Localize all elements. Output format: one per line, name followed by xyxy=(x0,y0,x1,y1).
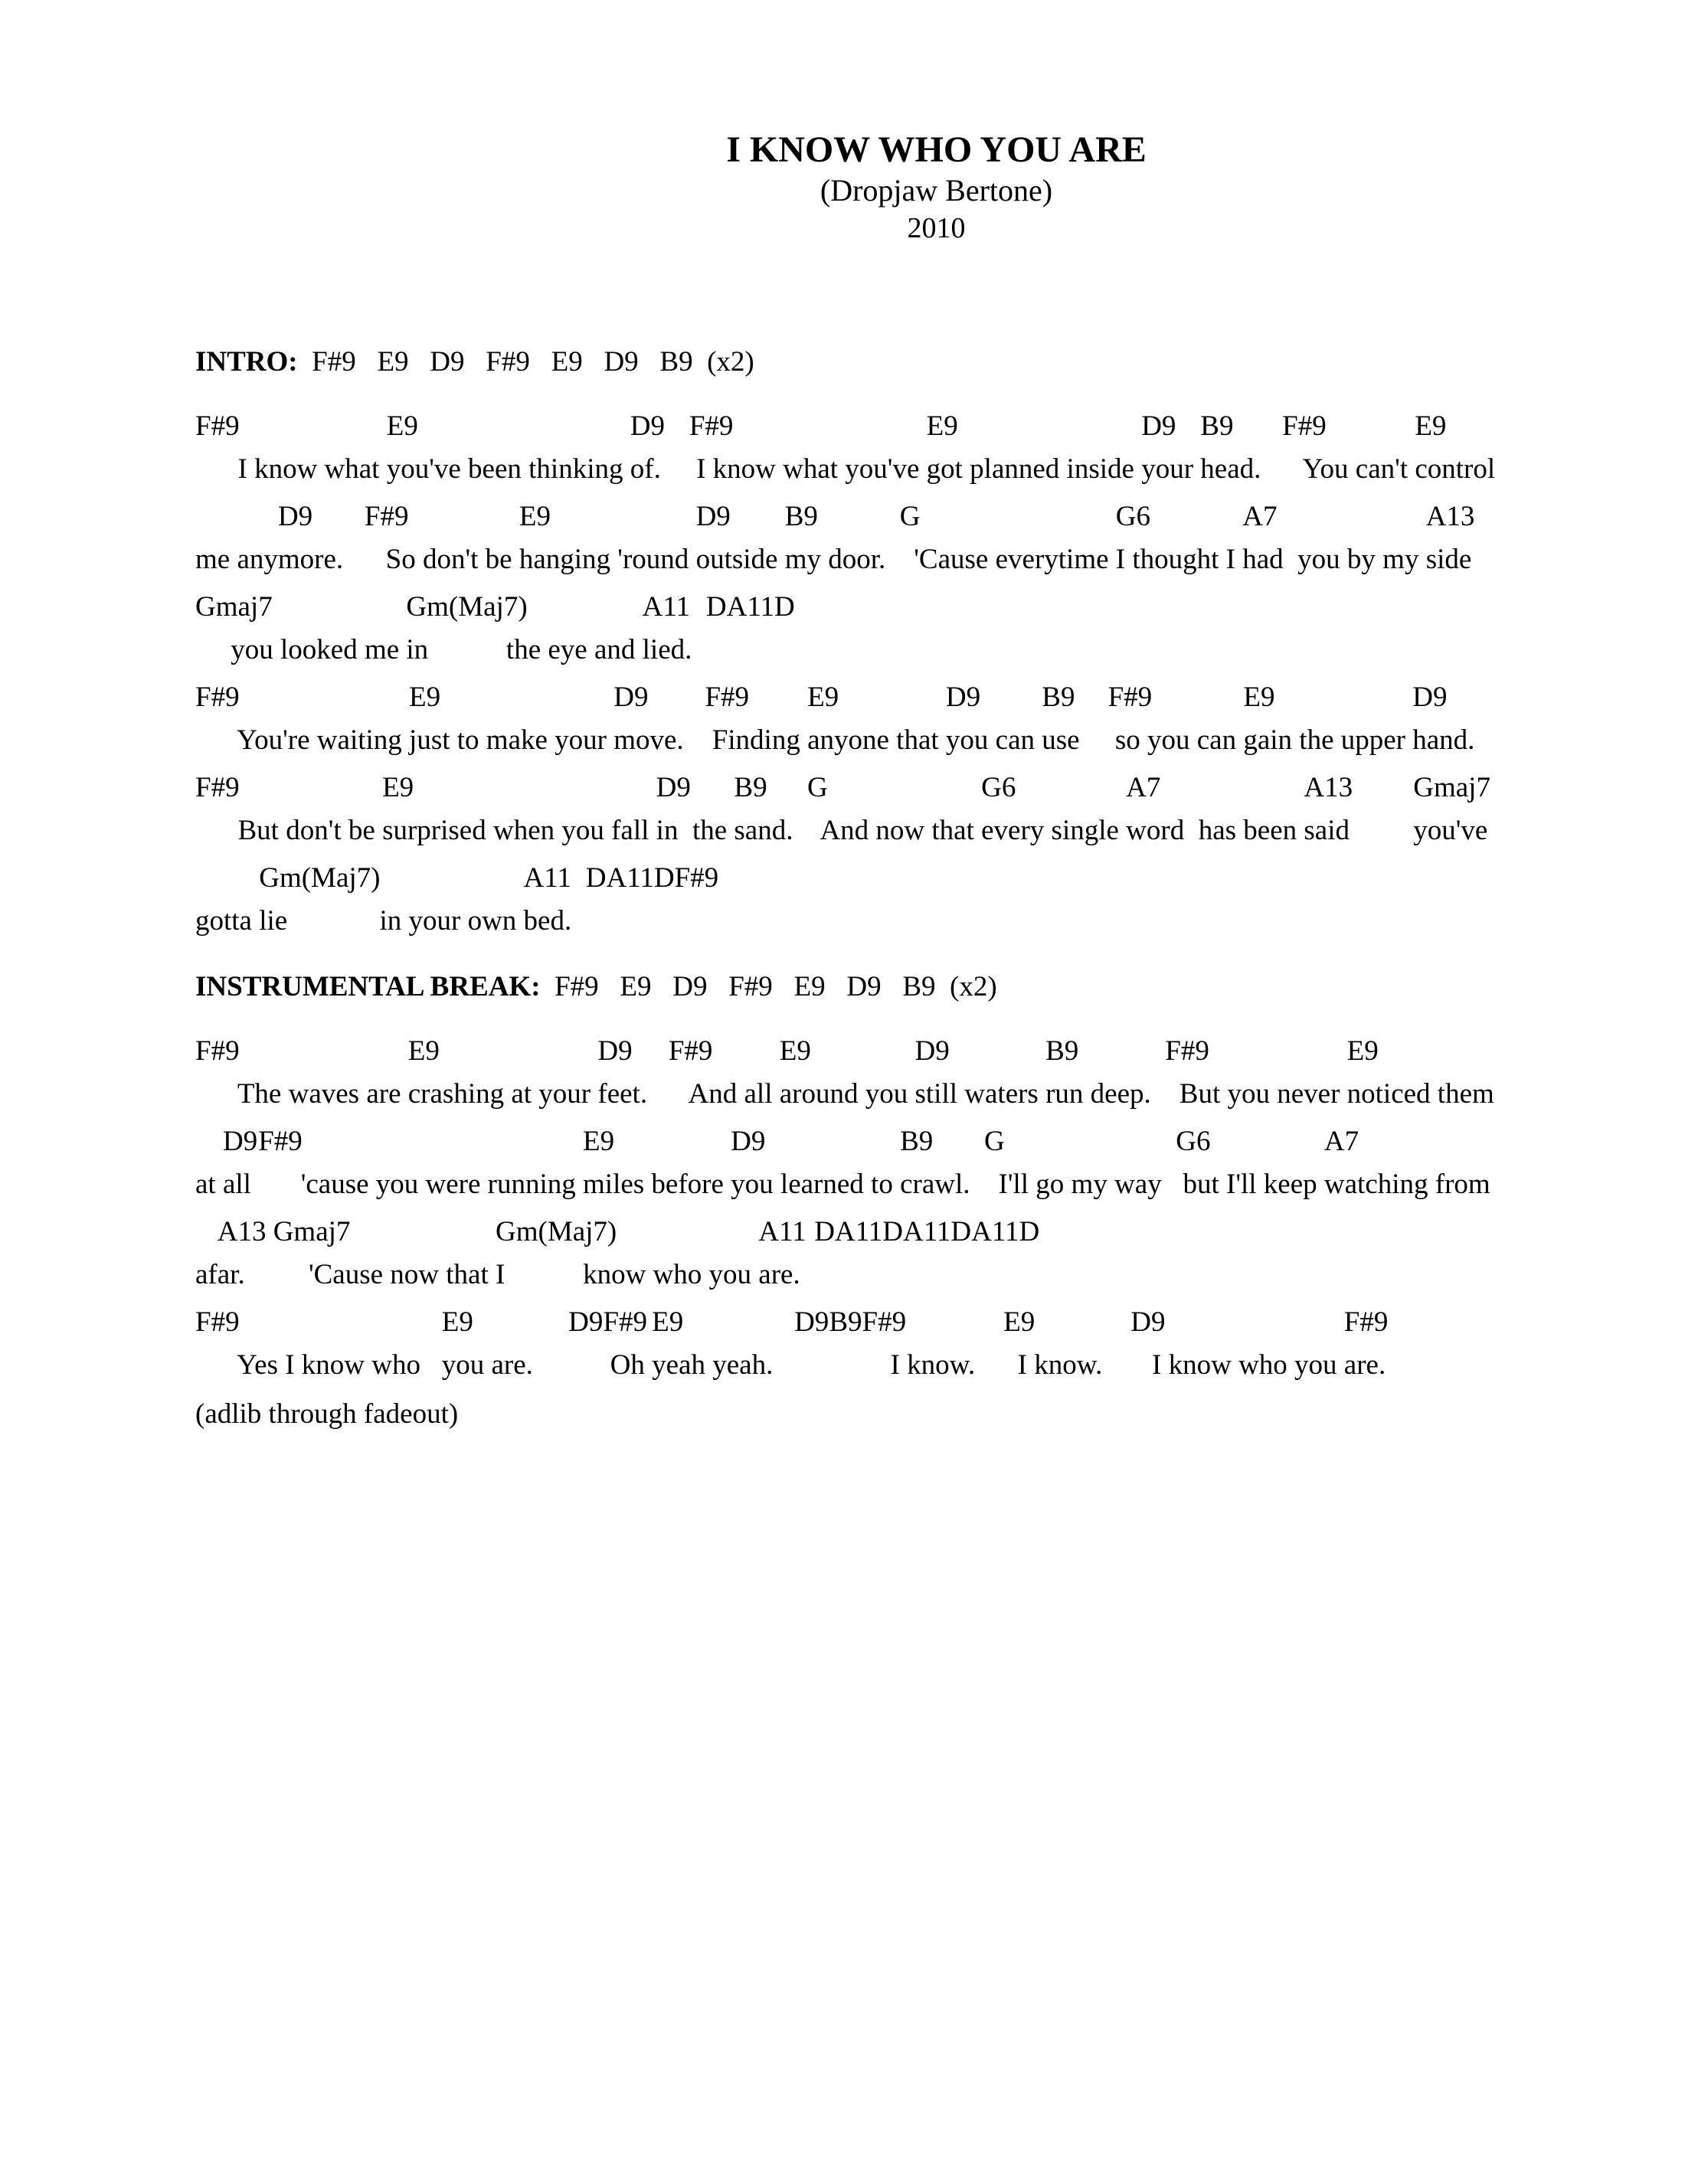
lyric-fragment: every single xyxy=(981,814,1127,846)
lyric-fragment: me any xyxy=(195,543,278,575)
lyric-fragment: sand. xyxy=(734,814,807,846)
lyric-fragment: hand. xyxy=(1412,724,1475,756)
chord-lyric-pair xyxy=(218,1211,273,1296)
lyric-fragment: you looked me xyxy=(195,633,407,665)
chord xyxy=(195,495,278,538)
lyric-fragment: said xyxy=(1304,814,1414,846)
chord: A13 xyxy=(1425,500,1475,532)
lyric-fragment: of. xyxy=(630,453,689,485)
chord-lyric-line xyxy=(195,1301,1677,1387)
chord-lyric-pair xyxy=(382,767,656,852)
lyric-fragment: are. xyxy=(1343,1349,1386,1381)
lyric-fragment: more. xyxy=(277,543,365,575)
chord: E9 xyxy=(1243,681,1275,713)
chord: D xyxy=(585,862,607,894)
chord-lyric-pair xyxy=(835,1211,882,1296)
chord-lyric-line xyxy=(195,767,1677,852)
chord: A11 xyxy=(642,590,691,623)
lyric-fragment: 'cause you were running xyxy=(258,1168,584,1200)
chord-lyric-pair xyxy=(1045,1030,1165,1116)
chord: E9 xyxy=(382,771,414,803)
chord-lyric-pair xyxy=(195,495,278,581)
lyric-fragment: I'll go my way xyxy=(984,1168,1176,1200)
lyric-fragment: yeah yeah. xyxy=(652,1349,795,1381)
song-artist: (Dropjaw Bertone) xyxy=(820,173,1053,208)
lyric-fragment: I know what you've xyxy=(689,453,927,485)
lyric-fragment: you've xyxy=(1413,814,1488,846)
chord-lyric-pair xyxy=(1242,495,1425,581)
chord-lyric-pair xyxy=(807,676,946,762)
chord: A11 xyxy=(726,590,774,623)
chord: F#9 xyxy=(668,1035,713,1067)
chord: A11 xyxy=(606,862,654,894)
chord-lyric-pair xyxy=(731,1120,900,1206)
lyric-fragment: Finding xyxy=(705,724,808,756)
chord: Gmaj7 xyxy=(1413,771,1490,803)
chord: F#9 xyxy=(195,771,240,803)
chord-lyric-pair xyxy=(1412,676,1474,762)
lyric-fragment: 'Cause everytime xyxy=(899,543,1116,575)
chord-lyric-pair xyxy=(1200,405,1282,491)
lyric-fragment: you are. xyxy=(441,1349,569,1381)
lyric-fragment xyxy=(882,1254,903,1296)
chord: D xyxy=(1019,1215,1040,1247)
chord-lyric-line xyxy=(195,495,1677,581)
chord-lyric-pair xyxy=(1324,1120,1490,1206)
chord-lyric-pair xyxy=(915,1030,1046,1116)
lyric-fragment: I thought I xyxy=(1115,543,1243,575)
lyric-fragment xyxy=(829,1344,862,1387)
chord: F#9 xyxy=(195,1035,240,1067)
chord-lyric-pair xyxy=(259,857,523,943)
lyric-fragment: anyone that xyxy=(807,724,946,756)
chord-lyric-pair xyxy=(1108,676,1244,762)
chord-lyric-pair xyxy=(882,1211,903,1296)
chord: D9 xyxy=(1412,681,1448,713)
chord-lyric-pair xyxy=(195,1301,442,1387)
chord-lyric-pair xyxy=(524,857,586,943)
chord: E9 xyxy=(409,681,441,713)
chord-lyric-pair xyxy=(984,1120,1176,1206)
chord: E9 xyxy=(441,1306,473,1338)
lyric-fragment: I know who you xyxy=(496,1258,759,1290)
chord-lyric-pair xyxy=(1415,405,1495,491)
lyric-fragment: in the xyxy=(656,814,735,846)
lyric-fragment: use xyxy=(1042,724,1108,756)
chord: B9 xyxy=(900,1125,934,1157)
lyric-fragment: just to make your xyxy=(409,724,614,756)
chord: F#9 xyxy=(364,500,409,532)
chord-lyric-pair xyxy=(900,495,1116,581)
chord-lyric-pair xyxy=(1176,1120,1324,1206)
chord: E9 xyxy=(1415,410,1447,442)
lyric-fragment: lied. xyxy=(642,633,706,665)
chord: G6 xyxy=(1115,500,1151,532)
chord: D9 xyxy=(568,1306,604,1338)
chord: F#9 xyxy=(195,1306,240,1338)
lyric-fragment xyxy=(794,1344,829,1387)
lyric-fragment: But don't be xyxy=(195,814,383,846)
chord-lyric-pair xyxy=(1130,1301,1344,1387)
chord: D9 xyxy=(945,681,981,713)
chord: E9 xyxy=(386,410,418,442)
chord: F#9 xyxy=(603,1306,647,1338)
chord: F#9 xyxy=(195,410,240,442)
chord: B9 xyxy=(1200,410,1234,442)
lyric-fragment: crawl. xyxy=(900,1168,984,1200)
chord: A13 xyxy=(217,1215,267,1247)
chord-lyric-pair xyxy=(1426,495,1475,581)
chord-lyric-pair xyxy=(387,405,630,491)
lyric-fragment: had you by my xyxy=(1242,543,1426,575)
lyric-fragment: But you never xyxy=(1165,1077,1347,1110)
chord: B9 xyxy=(784,500,818,532)
song-body xyxy=(195,341,1677,1387)
chord-lyric-pair xyxy=(1304,767,1413,852)
lyric-fragment: I know who you xyxy=(1130,1349,1344,1381)
chord: Gm(Maj7) xyxy=(259,862,381,894)
lyric-fragment: word has been xyxy=(1126,814,1304,846)
lyric-fragment xyxy=(568,1344,603,1387)
chord-lyric-pair xyxy=(195,676,409,762)
section-label: INTRO: xyxy=(195,345,298,378)
chord: F#9 xyxy=(195,681,240,713)
lyric-fragment xyxy=(950,1254,971,1296)
chord: F#9 xyxy=(674,862,719,894)
chord: A7 xyxy=(1126,771,1161,803)
lyric-fragment: are. xyxy=(758,1258,815,1290)
chord-lyric-pair xyxy=(195,857,259,943)
chord-lyric-pair xyxy=(689,405,927,491)
chord-lyric-pair xyxy=(1019,1211,1039,1296)
lyric-fragment: surprised when you fall xyxy=(382,814,656,846)
lyric-fragment: so you can xyxy=(1108,724,1244,756)
chord-lyric-pair xyxy=(408,1030,598,1116)
song-year: 2010 xyxy=(907,212,966,245)
chord: B9 xyxy=(1042,681,1075,713)
chord: D9 xyxy=(630,410,665,442)
chord-lyric-pair xyxy=(223,1120,258,1206)
lyric-fragment: got planned inside xyxy=(926,453,1142,485)
chord: Gmaj7 xyxy=(195,590,273,623)
chord-lyric-pair xyxy=(1165,1030,1346,1116)
chord-lyric-pair xyxy=(981,767,1126,852)
chord xyxy=(195,1211,218,1254)
chord: A7 xyxy=(1323,1125,1359,1157)
lyric-fragment: noticed them xyxy=(1346,1077,1494,1110)
chord-lyric-pair xyxy=(862,1301,1004,1387)
chord: B9 xyxy=(1045,1035,1079,1067)
lyric-fragment: head. xyxy=(1200,453,1283,485)
lyric-fragment: around you xyxy=(779,1077,915,1110)
lyric-fragment: Oh xyxy=(603,1349,653,1381)
lyric-fragment xyxy=(814,1254,835,1296)
chord-lyric-pair xyxy=(630,405,689,491)
chord-lyric-pair xyxy=(195,1120,223,1206)
lyric-fragment: And all xyxy=(668,1077,780,1110)
chord-lyric-pair xyxy=(597,1030,668,1116)
lyric-fragment: my door. xyxy=(784,543,900,575)
lyric-fragment: outside xyxy=(695,543,785,575)
chord-lyric-line xyxy=(195,1211,1677,1296)
chord: D xyxy=(774,590,795,623)
lyric-fragment: you learned to xyxy=(731,1168,901,1200)
chord-lyric-pair xyxy=(409,676,613,762)
chord-lyric-pair xyxy=(758,1211,814,1296)
lyric-fragment xyxy=(903,1254,950,1296)
chord: F#9 xyxy=(1343,1306,1389,1338)
chord-lyric-line xyxy=(195,857,1677,943)
chord-lyric-pair xyxy=(706,586,727,672)
lyric-fragment: all xyxy=(222,1168,259,1200)
chord: D9 xyxy=(597,1035,633,1067)
chord: E9 xyxy=(1003,1306,1036,1338)
section-header xyxy=(195,341,1677,384)
chord-lyric-pair xyxy=(442,1301,568,1387)
chord: E9 xyxy=(1346,1035,1379,1067)
chord-lyric-pair xyxy=(195,405,387,491)
chord-lyric-pair xyxy=(406,586,642,672)
section-label: INSTRUMENTAL BREAK: xyxy=(195,970,541,1002)
chord-lyric-line xyxy=(195,586,1677,672)
lyric-fragment xyxy=(586,900,607,943)
song-header xyxy=(195,129,1677,247)
chord: A11 xyxy=(758,1215,807,1247)
lyric-fragment: still waters xyxy=(914,1077,1046,1110)
chord: F#9 xyxy=(862,1306,907,1338)
chord: E9 xyxy=(583,1125,615,1157)
chord-lyric-pair xyxy=(496,1211,758,1296)
lyric-fragment: Yes I know who xyxy=(195,1349,442,1381)
chord: E9 xyxy=(652,1306,684,1338)
chord: A7 xyxy=(1242,500,1278,532)
chord-lyric-pair xyxy=(903,1211,950,1296)
chord-lyric-pair xyxy=(195,1030,408,1116)
chord-lyric-pair xyxy=(365,495,519,581)
chord: A11 xyxy=(523,862,571,894)
chord-lyric-pair xyxy=(927,405,1142,491)
chord: E9 xyxy=(519,500,551,532)
chord: G xyxy=(984,1125,1005,1157)
chord-lyric-pair xyxy=(669,1030,780,1116)
chord: F#9 xyxy=(1165,1035,1209,1067)
lyric-fragment: I know. xyxy=(862,1349,1004,1381)
chord-lyric-line xyxy=(195,1030,1677,1116)
lyric-fragment: gain the upper xyxy=(1243,724,1413,756)
lyric-fragment: side xyxy=(1425,543,1472,575)
chord-lyric-line xyxy=(195,405,1677,491)
chord: D xyxy=(705,590,727,623)
chord-lyric-pair xyxy=(1344,1301,1389,1387)
chord-lyric-pair xyxy=(1243,676,1412,762)
outro-note: (adlib through fadeout) xyxy=(195,1398,459,1430)
chord: B9 xyxy=(829,1306,862,1338)
chord-lyric-pair xyxy=(705,676,807,762)
chord: A13 xyxy=(1304,771,1353,803)
chord: E9 xyxy=(779,1035,811,1067)
chord: D9 xyxy=(222,1125,258,1157)
chord-lyric-pair xyxy=(583,1120,731,1206)
chord-lyric-pair xyxy=(675,857,719,943)
chord-lyric-pair xyxy=(950,1211,971,1296)
chord: D xyxy=(814,1215,835,1247)
chord: F#9 xyxy=(705,681,750,713)
chord: D9 xyxy=(695,500,731,532)
chord-lyric-pair xyxy=(829,1301,862,1387)
lyric-fragment: crashing at your xyxy=(407,1077,598,1110)
lyric-fragment: bed. xyxy=(523,904,586,937)
chord: G6 xyxy=(981,771,1016,803)
chord: G xyxy=(899,500,921,532)
lyric-fragment: And now that xyxy=(807,814,982,846)
chord: D xyxy=(882,1215,904,1247)
chord-lyric-pair xyxy=(654,857,675,943)
chord: E9 xyxy=(926,410,958,442)
chord: F#9 xyxy=(258,1125,303,1157)
lyric-fragment: move. xyxy=(613,724,705,756)
lyric-fragment: you've been thinking xyxy=(386,453,630,485)
chord-lyric-pair xyxy=(807,767,981,852)
chord: F#9 xyxy=(1108,681,1153,713)
chord-lyric-pair xyxy=(606,857,653,943)
song-title: I KNOW WHO YOU ARE xyxy=(726,129,1147,170)
chord: D9 xyxy=(277,500,313,532)
lyric-fragment: I know what xyxy=(195,453,387,485)
chord-lyric-pair xyxy=(195,586,406,672)
chord-lyric-pair xyxy=(613,676,705,762)
chord: A11 xyxy=(834,1215,883,1247)
chord-lyric-pair xyxy=(258,1120,583,1206)
chord-lyric-pair xyxy=(785,495,900,581)
chord-lyric-pair xyxy=(1282,405,1415,491)
lyric-fragment: miles before xyxy=(583,1168,731,1200)
chord: A11 xyxy=(971,1215,1019,1247)
lyric-fragment: ar. xyxy=(217,1258,273,1290)
lyric-fragment xyxy=(835,1254,882,1296)
lyric-fragment xyxy=(727,629,774,672)
chord: Gm(Maj7) xyxy=(406,590,528,623)
lyric-fragment: 'Cause now that xyxy=(273,1258,496,1290)
chord-lyric-pair xyxy=(780,1030,915,1116)
lyric-fragment: but I'll keep xyxy=(1176,1168,1324,1200)
lyric-fragment: watching from xyxy=(1323,1168,1490,1200)
chord: G xyxy=(807,771,828,803)
lyric-fragment: You can't xyxy=(1282,453,1415,485)
lyric-fragment: hanging 'round xyxy=(519,543,696,575)
chord: D9 xyxy=(914,1035,950,1067)
chord-lyric-pair xyxy=(814,1211,835,1296)
chord-lyric-pair xyxy=(1347,1030,1494,1116)
chord-lyric-pair xyxy=(900,1120,984,1206)
chord-lyric-pair xyxy=(696,495,785,581)
chord xyxy=(195,857,259,900)
lyric-fragment xyxy=(675,900,719,943)
chord-lyric-pair xyxy=(1413,767,1490,852)
lyric-fragment xyxy=(1019,1254,1039,1296)
lyric-fragment: control xyxy=(1415,453,1496,485)
lyric-fragment: I know. xyxy=(1003,1349,1131,1381)
chord xyxy=(195,1120,223,1163)
chord: F#9 xyxy=(1282,410,1327,442)
chord: D xyxy=(950,1215,972,1247)
chord: A11 xyxy=(903,1215,951,1247)
chord: D9 xyxy=(1141,410,1176,442)
lyric-fragment: So don't be xyxy=(364,543,519,575)
lyric-fragment: feet. xyxy=(597,1077,669,1110)
chord: E9 xyxy=(807,681,839,713)
chord-lyric-pair xyxy=(794,1301,829,1387)
chord-lyric-pair xyxy=(195,767,382,852)
chord: D9 xyxy=(613,681,649,713)
lyric-fragment xyxy=(706,629,727,672)
chord-lyric-pair xyxy=(971,1211,1019,1296)
section-chord-sequence: F#9 E9 D9 F#9 E9 D9 B9 (x2) xyxy=(297,345,754,378)
lyric-fragment: run deep. xyxy=(1045,1077,1166,1110)
chord-lyric-pair xyxy=(1116,495,1242,581)
chord-lyric-pair xyxy=(273,1211,496,1296)
lyric-fragment xyxy=(654,900,675,943)
lyric-fragment: at xyxy=(195,1168,223,1200)
chord-lyric-pair xyxy=(519,495,696,581)
chord-lyric-pair xyxy=(946,676,1042,762)
chord-lyric-pair xyxy=(603,1301,652,1387)
chord-lyric-pair xyxy=(1126,767,1304,852)
chord: D9 xyxy=(1130,1306,1166,1338)
lyric-fragment: lie in your own xyxy=(259,904,524,937)
chord-lyric-line xyxy=(195,676,1677,762)
lyric-fragment xyxy=(606,900,653,943)
chord-lyric-pair xyxy=(1141,405,1200,491)
lyric-fragment: The waves are xyxy=(195,1077,408,1110)
chord-lyric-line xyxy=(195,1120,1677,1206)
chord-lyric-pair xyxy=(656,767,735,852)
chord: F#9 xyxy=(689,410,734,442)
chord-lyric-pair xyxy=(643,586,706,672)
section-header xyxy=(195,966,1677,1009)
chord-lyric-pair xyxy=(195,1211,218,1296)
chord-lyric-pair xyxy=(652,1301,794,1387)
chord: B9 xyxy=(734,771,767,803)
chord: Gmaj7 xyxy=(273,1215,351,1247)
chord-lyric-pair xyxy=(1003,1301,1130,1387)
chord-lyric-pair xyxy=(774,586,795,672)
lyric-fragment: gotta xyxy=(195,904,260,937)
lyric-fragment: You're waiting xyxy=(195,724,410,756)
chord-lyric-pair xyxy=(734,767,807,852)
lyric-fragment: you can xyxy=(945,724,1042,756)
chord-lyric-pair xyxy=(278,495,365,581)
lyric-fragment: your xyxy=(1141,453,1201,485)
lyric-fragment: in the eye and xyxy=(406,633,643,665)
lyric-fragment xyxy=(774,629,795,672)
chord: D9 xyxy=(731,1125,766,1157)
lyric-fragment xyxy=(971,1254,1019,1296)
chord: D9 xyxy=(656,771,691,803)
chord-lyric-pair xyxy=(568,1301,603,1387)
chord: E9 xyxy=(407,1035,440,1067)
chord-lyric-pair xyxy=(586,857,607,943)
section-chord-sequence: F#9 E9 D9 F#9 E9 D9 B9 (x2) xyxy=(540,970,997,1002)
chord: D9 xyxy=(794,1306,829,1338)
chord: Gm(Maj7) xyxy=(496,1215,617,1247)
chord: G6 xyxy=(1176,1125,1211,1157)
chord-lyric-pair xyxy=(727,586,774,672)
chord-lyric-pair xyxy=(1042,676,1108,762)
chord: D xyxy=(653,862,675,894)
lyric-fragment: af xyxy=(195,1258,218,1290)
